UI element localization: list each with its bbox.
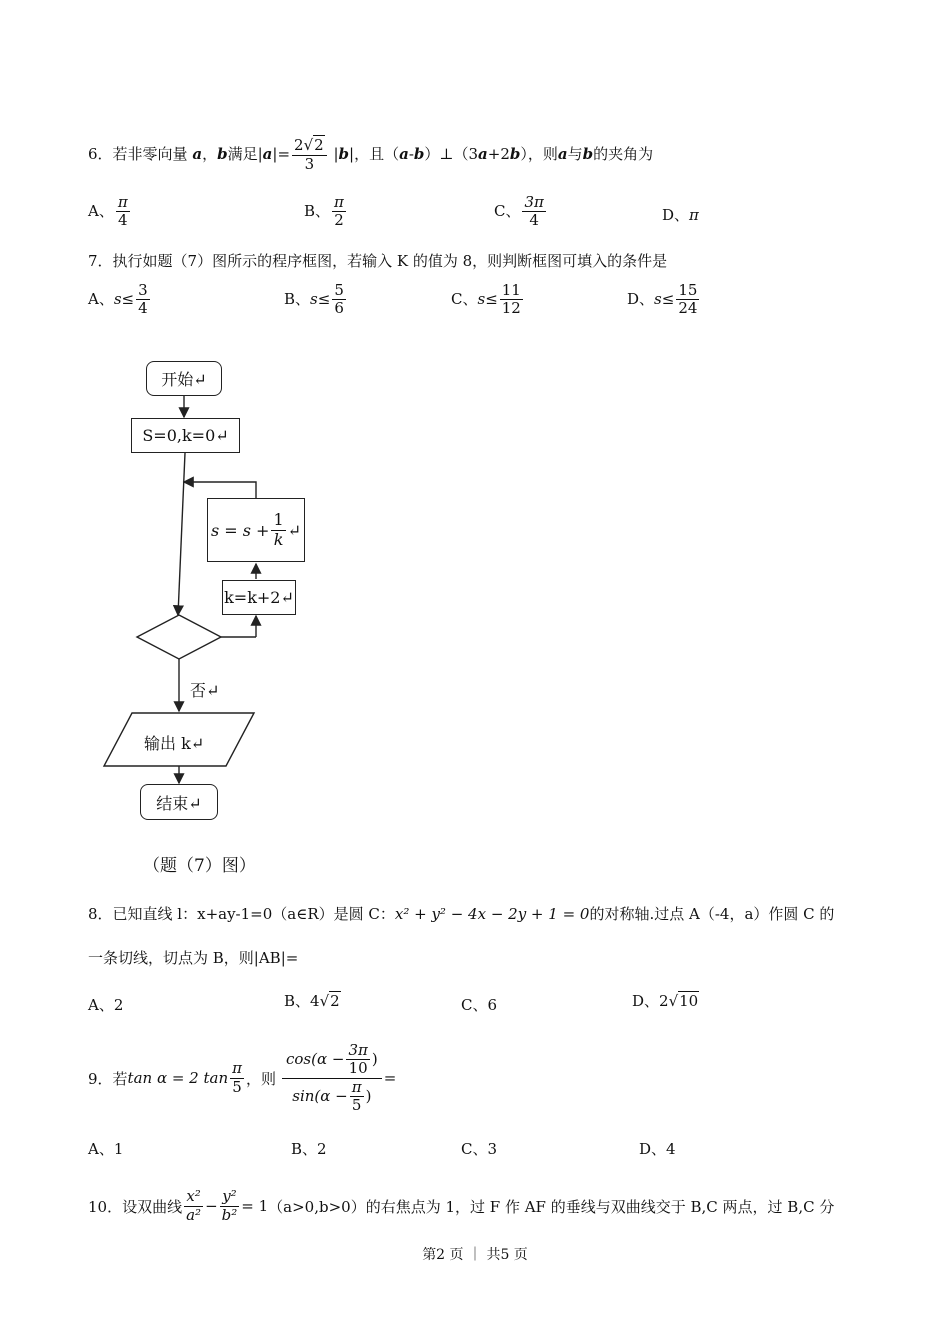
question-8-line2: 一条切线，切点为 B，则|AB|= bbox=[88, 949, 299, 967]
flowchart-init: S=0,k=0↵ bbox=[131, 418, 240, 453]
q6-option-d: D、π bbox=[662, 206, 699, 224]
fraction: $\frac{2√2}{3}$ bbox=[292, 137, 327, 173]
q7-option-d: D、s≤ $\frac{15}{24}$ bbox=[627, 281, 698, 318]
question-7-stem: 7．执行如题（7）图所示的程序框图，若输入 K 的值为 8，则判断框图可填入的条件是 bbox=[88, 252, 668, 270]
q6-option-a: A、 $\frac{\pi}{4}$ bbox=[88, 193, 128, 230]
flowchart-update: s = s + $\frac{1}{k}$ ↵ bbox=[207, 498, 305, 562]
q8-option-c: C、6 bbox=[461, 996, 498, 1014]
flowchart-start: 开始↵ bbox=[146, 361, 222, 396]
question-8-line1: 8．已知直线 l：x+ay-1=0（a∈R）是圆 C：x² + y² − 4x − 2y + 1 = 0的对称轴.过点 A（-4，a）作圆 C 的 bbox=[88, 905, 835, 923]
q9-option-d: D、4 bbox=[639, 1140, 676, 1158]
q9-option-c: C、3 bbox=[461, 1140, 498, 1158]
q8-option-a: A、2 bbox=[88, 996, 124, 1014]
flowchart-output: 输出 k↵ bbox=[144, 734, 205, 753]
q9-option-a: A、1 bbox=[88, 1140, 124, 1158]
q8-option-d: D、2√10 bbox=[632, 992, 699, 1010]
q7-option-a: A、s≤ $\frac{3}{4}$ bbox=[88, 281, 148, 318]
q6-option-b: B、 $\frac{\pi}{2}$ bbox=[304, 193, 344, 230]
q6-option-c: C、 $\frac{3\pi}{4}$ bbox=[494, 193, 544, 230]
question-6-stem: 6．若非零向量 a，b满足|a|= $\frac{2√2}{3}$ |b|，且（a-b）⊥（3a+2b），则a与b的夹角为 bbox=[88, 136, 654, 173]
q9-option-b: B、2 bbox=[291, 1140, 327, 1158]
q7-option-c: C、s≤ $\frac{11}{12}$ bbox=[451, 281, 521, 318]
flowchart-caption: （题（7）图） bbox=[143, 856, 256, 876]
q8-option-b: B、4√2 bbox=[284, 992, 340, 1010]
flowchart-no-label: 否↵ bbox=[190, 681, 220, 700]
decision-diamond bbox=[137, 615, 221, 659]
question-9-stem: 9．若 tan α = 2 tan $\frac{\pi}{5}$ ，则 cos(α − $\frac{3\pi}{10}$ ) sin(α − $\frac{\pi}{5}$ ) = bbox=[88, 1041, 397, 1114]
q9-main-fraction: cos(α − $\frac{3\pi}{10}$ ) sin(α − $\frac{\pi}{5}$ ) bbox=[282, 1042, 382, 1114]
page-footer: 第2 页 ｜ 共5 页 bbox=[422, 1247, 528, 1263]
question-10-stem: 10．设双曲线 $\frac{\text{x²}}{\text{a²}}$ − $\frac{\text{y²}}{\text{b²}}$ = 1 （a>0,b>0）的右焦点为 1，过 F 作 AF 的垂线与双曲线交于 B,C 两点，过 B,C 分 bbox=[88, 1187, 835, 1224]
flowchart-end: 结束↵ bbox=[140, 784, 218, 820]
q7-option-b: B、s≤ $\frac{5}{6}$ bbox=[284, 281, 344, 318]
flowchart-increment: k=k+2↵ bbox=[222, 580, 296, 615]
